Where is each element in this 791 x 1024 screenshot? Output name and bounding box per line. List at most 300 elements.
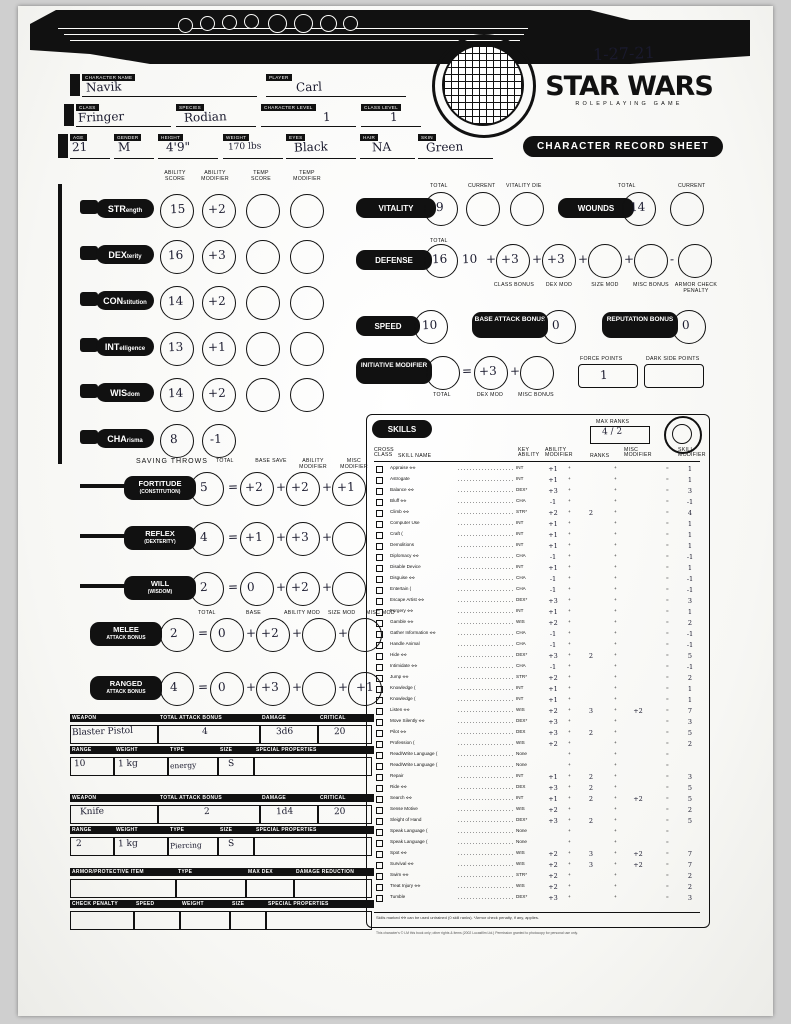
skill-name: Astrogate (390, 476, 410, 481)
temp-score-circle-int[interactable] (246, 332, 280, 366)
skills-header-ability-modifier: ABILITY MODIFIER (545, 447, 573, 458)
ability-modifier-dex: +3 (207, 247, 226, 263)
defense-dex-mod-label: DEX MOD (545, 282, 573, 288)
skill-plus-sign: + (568, 795, 571, 800)
skill-total-modifier: 7 (687, 861, 693, 869)
armor-weight-cell[interactable] (180, 911, 230, 930)
armor-header-name: ARMOR/PROTECTIVE ITEM (70, 868, 178, 876)
skill-plus-sign: + (614, 685, 617, 690)
skill-leader-dots (458, 843, 514, 844)
skill-leader-dots (458, 667, 514, 668)
field-underline (176, 126, 256, 127)
weapon2-header-critical: CRITICAL (318, 794, 374, 802)
skill-equals-sign: = (666, 828, 669, 833)
plus-sign: + (291, 679, 303, 695)
weapon1-crit: 20 (333, 726, 346, 738)
skill-plus-sign: + (614, 751, 617, 756)
skill-key-ability: INT (516, 520, 524, 525)
vitality-current-circle[interactable] (466, 192, 500, 226)
skill-ability-modifier: +3 (548, 718, 558, 726)
ability-name-con: CONstitution (103, 296, 147, 306)
skill-key-ability: DEX* (516, 487, 528, 492)
weapon1-atk-cell[interactable] (158, 725, 260, 744)
skill-cross-class-checkbox[interactable] (376, 774, 383, 781)
skill-cross-class-checkbox[interactable] (376, 741, 383, 748)
ability-label-con (96, 291, 154, 310)
weapon2-special-cell[interactable] (254, 837, 372, 856)
skill-leader-dots (458, 689, 514, 690)
skill-leader-dots (458, 744, 514, 745)
temp-score-circle-str[interactable] (246, 194, 280, 228)
temp-modifier-circle-wis[interactable] (290, 378, 324, 412)
skill-equals-sign: = (666, 619, 669, 624)
skill-cross-class-checkbox[interactable] (376, 719, 383, 726)
skill-cross-class-checkbox[interactable] (376, 653, 383, 660)
skill-cross-class-checkbox[interactable] (376, 532, 383, 539)
skill-key-ability: DEX (516, 729, 526, 734)
dark-side-points-box[interactable] (644, 364, 704, 388)
skill-ability-modifier: -1 (549, 586, 557, 594)
temp-modifier-circle-str[interactable] (290, 194, 324, 228)
skill-key-ability: CHA (516, 498, 526, 503)
equals-sign: = (227, 579, 239, 595)
skill-plus-sign: + (614, 894, 617, 899)
skill-ability-modifier: +2 (548, 674, 558, 682)
skill-cross-class-checkbox[interactable] (376, 862, 383, 869)
skill-cross-class-checkbox[interactable] (376, 466, 383, 473)
skill-equals-sign: = (666, 872, 669, 877)
equals-sign: = (227, 479, 239, 495)
skill-cross-class-checkbox[interactable] (376, 675, 383, 682)
skill-ability-modifier: +2 (548, 861, 558, 869)
reflex-misc-circle[interactable] (332, 522, 366, 556)
skill-total-modifier: 2 (687, 883, 693, 891)
temp-modifier-circle-dex[interactable] (290, 240, 324, 274)
skill-ranks: 3 (588, 861, 594, 869)
saving-misc-header: MISC MODIFIER (340, 458, 368, 470)
skill-leader-dots (458, 865, 514, 866)
wounds-current-circle[interactable] (670, 192, 704, 226)
field-underline (82, 96, 257, 97)
armor-special-cell[interactable] (266, 911, 372, 930)
skill-ability-modifier: -1 (549, 641, 557, 649)
skill-cross-class-checkbox[interactable] (376, 895, 383, 902)
skill-total-modifier: 5 (687, 784, 693, 792)
skill-plus-sign: + (614, 784, 617, 789)
armor-maxdex-cell[interactable] (246, 879, 294, 898)
temp-score-circle-wis[interactable] (246, 378, 280, 412)
ability-modifier-cha: -1 (209, 431, 222, 447)
skill-cross-class-checkbox[interactable] (376, 642, 383, 649)
plus-sign: + (245, 625, 257, 641)
skill-plus-sign: + (568, 718, 571, 723)
skill-cross-class-checkbox[interactable] (376, 807, 383, 814)
skill-plus-sign: + (568, 861, 571, 866)
skill-equals-sign: = (666, 894, 669, 899)
ability-score-wis: 14 (167, 385, 184, 401)
value-class-level: 1 (389, 109, 398, 125)
skill-plus-sign: + (614, 663, 617, 668)
skill-leader-dots (458, 821, 514, 822)
skill-equals-sign: = (666, 520, 669, 525)
skill-plus-sign: + (614, 498, 617, 503)
skill-cross-class-checkbox[interactable] (376, 818, 383, 825)
melee-total: 2 (169, 625, 178, 641)
skill-plus-sign: + (614, 487, 617, 492)
weapon2-atk: 2 (203, 806, 210, 818)
initiative-misc-circle[interactable] (520, 356, 554, 390)
skill-cross-class-checkbox[interactable] (376, 785, 383, 792)
value-species: Rodian (183, 109, 227, 125)
defense-armor-check-circle[interactable] (678, 244, 712, 278)
plus-sign: + (275, 479, 287, 495)
ability-modifier-header: ABILITY MODIFIER (201, 170, 229, 182)
skill-total-modifier: 1 (687, 685, 693, 693)
defense-misc-bonus-label: MISC BONUS (633, 282, 669, 288)
fortitude-label: FORTITUDE (138, 479, 182, 488)
weapon2-header-special: SPECIAL PROPERTIES (254, 826, 374, 834)
saving-base-header: BASE SAVE (255, 458, 287, 464)
skill-total-modifier: 7 (687, 707, 693, 715)
armor-dr-cell[interactable] (294, 879, 372, 898)
skill-key-ability: INT (516, 795, 524, 800)
weapon1-size-cell[interactable] (218, 757, 254, 776)
speed-label: SPEED (374, 322, 402, 331)
weapon2-damage: 1d4 (275, 806, 294, 818)
skill-plus-sign: + (614, 729, 617, 734)
skill-plus-sign: + (614, 542, 617, 547)
vitality-die-header: VITALITY DIE (506, 183, 542, 189)
plus-sign: + (623, 251, 635, 267)
skill-cross-class-checkbox[interactable] (376, 708, 383, 715)
skill-ability-modifier: +1 (548, 696, 558, 704)
skill-plus-sign: + (568, 597, 571, 602)
field-label-player: PLAYER (266, 74, 292, 81)
weapon1-damage: 3d6 (275, 726, 294, 738)
skill-key-ability: INT (516, 531, 524, 536)
skill-cross-class-checkbox[interactable] (376, 730, 383, 737)
initiative-total-circle[interactable] (426, 356, 460, 390)
skill-equals-sign: = (666, 586, 669, 591)
ability-name-int: INTelligence (104, 342, 146, 352)
skill-plus-sign: + (568, 509, 571, 514)
skill-ability-modifier: +2 (548, 707, 558, 715)
melee-base-circle[interactable] (210, 618, 244, 652)
armor-name-cell[interactable] (70, 879, 176, 898)
skill-misc-modifier: +2 (633, 850, 643, 858)
weapon1-header-damage: DAMAGE (260, 714, 320, 722)
defense-size-mod-circle[interactable] (588, 244, 622, 278)
skill-ability-modifier: +3 (548, 597, 558, 605)
skill-cross-class-checkbox[interactable] (376, 686, 383, 693)
armor-type-cell[interactable] (176, 879, 246, 898)
skill-name: Read/Write Language ( (390, 751, 438, 756)
skill-cross-class-checkbox[interactable] (376, 763, 383, 770)
skill-total-modifier: 5 (687, 729, 693, 737)
defense-armor-check-label: ARMOR CHECK PENALTY (674, 282, 718, 294)
skill-plus-sign: + (614, 795, 617, 800)
ability-label-str (96, 199, 154, 218)
skill-cross-class-checkbox[interactable] (376, 565, 383, 572)
ranged-base-circle[interactable] (210, 672, 244, 706)
reputation-label: REPUTATION BONUS (606, 316, 674, 323)
skill-total-modifier: 1 (687, 542, 693, 550)
will-ability: +2 (290, 579, 309, 595)
skills-header-cross-class: CROSS CLASS (374, 447, 394, 458)
skill-name: Jump ⟡⟡ (390, 674, 409, 679)
skill-cross-class-checkbox[interactable] (376, 499, 383, 506)
melee-size-circle[interactable] (302, 618, 336, 652)
ability-score-cha: 8 (169, 431, 178, 447)
skill-cross-class-checkbox[interactable] (376, 510, 383, 517)
skill-key-ability: None (516, 762, 527, 767)
defense-misc-bonus-circle[interactable] (634, 244, 668, 278)
defense-total: 16 (431, 251, 448, 267)
ability-score-header: ABILITY SCORE (164, 170, 186, 182)
plus-sign: + (321, 529, 333, 545)
field-underline (418, 158, 493, 159)
wounds-total-header: TOTAL (618, 183, 636, 189)
max-ranks-label: MAX RANKS (596, 419, 630, 425)
skill-plus-sign: + (568, 685, 571, 690)
skill-leader-dots (458, 645, 514, 646)
skill-cross-class-checkbox[interactable] (376, 752, 383, 759)
ranged-misc: +1 (355, 679, 374, 695)
skill-ranks: 3 (588, 850, 594, 858)
max-ranks-value: 4 / 2 (601, 426, 623, 438)
value-eyes: Black (293, 139, 329, 155)
skill-plus-sign: + (568, 652, 571, 657)
skill-cross-class-checkbox[interactable] (376, 488, 383, 495)
skill-plus-sign: + (614, 839, 617, 844)
ability-label-wis (96, 383, 154, 402)
temp-modifier-circle-con[interactable] (290, 286, 324, 320)
skill-plus-sign: + (568, 806, 571, 811)
skill-misc-modifier: +2 (633, 795, 643, 803)
skill-total-modifier: -1 (686, 498, 694, 506)
skill-equals-sign: = (666, 630, 669, 635)
skill-cross-class-checkbox[interactable] (376, 829, 383, 836)
skill-plus-sign: + (568, 751, 571, 756)
armor-header-weight: WEIGHT (180, 900, 232, 908)
equals-sign: = (461, 363, 473, 379)
equals-sign: = (227, 529, 239, 545)
will-misc-circle[interactable] (332, 572, 366, 606)
weapon1-type: energy (169, 760, 197, 771)
skill-equals-sign: = (666, 795, 669, 800)
armor-speed-cell[interactable] (134, 911, 180, 930)
value-player: Carl (295, 79, 323, 95)
field-label-weight: WEIGHT (223, 134, 249, 141)
armor-checkpenalty-cell[interactable] (70, 911, 134, 930)
skill-ranks: 2 (588, 795, 594, 803)
skill-equals-sign: = (666, 740, 669, 745)
skills-header-skill-name: SKILL NAME (398, 453, 432, 459)
skill-key-ability: WIS (516, 619, 525, 624)
save-row-tab (80, 484, 126, 488)
skill-ability-modifier: +2 (548, 872, 558, 880)
skill-plus-sign: + (568, 630, 571, 635)
weapon2-size-cell[interactable] (218, 837, 254, 856)
weapon2-header-name: WEAPON (70, 794, 160, 802)
skill-plus-sign: + (568, 487, 571, 492)
skill-name: Craft ( (390, 531, 403, 536)
reflex-attribute: (DEXTERITY) (144, 539, 176, 545)
skill-key-ability: DEX (516, 784, 526, 789)
skill-ranks: 2 (588, 729, 594, 737)
skill-equals-sign: = (666, 498, 669, 503)
will-base-circle[interactable] (240, 572, 274, 606)
skill-cross-class-checkbox[interactable] (376, 697, 383, 704)
skill-leader-dots (458, 887, 514, 888)
reflex-base: +1 (244, 529, 263, 545)
attack-size-header: SIZE MOD (328, 610, 356, 616)
skill-cross-class-checkbox[interactable] (376, 598, 383, 605)
field-underline (76, 126, 171, 127)
skill-leader-dots (458, 579, 514, 580)
defense-class-bonus-label: CLASS BONUS (493, 282, 535, 288)
skill-cross-class-checkbox[interactable] (376, 477, 383, 484)
armor-size-cell[interactable] (230, 911, 266, 930)
weapon1-special-cell[interactable] (254, 757, 372, 776)
vitality-die-circle[interactable] (510, 192, 544, 226)
weapon1-size: S (227, 758, 235, 770)
speed-value: 10 (421, 317, 438, 333)
skill-total-modifier: 5 (687, 652, 693, 660)
skill-ability-modifier: +1 (548, 608, 558, 616)
skill-ability-modifier: +1 (548, 564, 558, 572)
skill-name: Listen ⟡⟡ (390, 707, 410, 712)
force-points-label: FORCE POINTS (580, 356, 623, 362)
weapon2-type: Piercing (169, 840, 202, 851)
skill-cross-class-checkbox[interactable] (376, 796, 383, 803)
skill-plus-sign: + (568, 828, 571, 833)
field-label-age: AGE (70, 134, 87, 141)
skill-total-modifier: 3 (687, 773, 693, 781)
banner-dot (320, 15, 337, 32)
saving-ability-header: ABILITY MODIFIER (299, 458, 327, 470)
skill-plus-sign: + (614, 740, 617, 745)
melee-sublabel: ATTACK BONUS (106, 635, 146, 641)
skill-leader-dots (458, 502, 514, 503)
skill-leader-dots (458, 623, 514, 624)
skill-total-modifier: 1 (687, 531, 693, 539)
skill-ability-modifier: -1 (549, 630, 557, 638)
skill-leader-dots (458, 656, 514, 657)
banner-dot (178, 18, 193, 33)
skill-equals-sign: = (666, 674, 669, 679)
ranged-total: 4 (169, 679, 178, 695)
skill-key-ability: CHA (516, 586, 526, 591)
skill-ability-modifier: +2 (548, 740, 558, 748)
skill-equals-sign: = (666, 597, 669, 602)
skill-name: Escape Artist ⟡⟡ (390, 597, 425, 602)
ranged-size-circle[interactable] (302, 672, 336, 706)
skill-cross-class-checkbox[interactable] (376, 620, 383, 627)
skill-cross-class-checkbox[interactable] (376, 884, 383, 891)
skill-cross-class-checkbox[interactable] (376, 631, 383, 638)
skill-plus-sign: + (568, 817, 571, 822)
skill-plus-sign: + (568, 465, 571, 470)
defense-dex-mod: +3 (546, 251, 565, 267)
banner-dot (200, 16, 215, 31)
skill-leader-dots (458, 535, 514, 536)
skill-equals-sign: = (666, 608, 669, 613)
temp-score-circle-dex[interactable] (246, 240, 280, 274)
skill-ability-modifier: -1 (549, 553, 557, 561)
skill-cross-class-checkbox[interactable] (376, 609, 383, 616)
skill-name: Read/Write Language ( (390, 762, 438, 767)
skill-cross-class-checkbox[interactable] (376, 873, 383, 880)
skill-name: Move Silently ⟡⟡ (390, 718, 425, 723)
skill-plus-sign: + (568, 883, 571, 888)
skill-plus-sign: + (614, 817, 617, 822)
skill-name: Spot ⟡⟡ (390, 850, 407, 855)
skill-ability-modifier: +3 (548, 894, 558, 902)
skill-total-modifier: 1 (687, 465, 693, 473)
weapon1-range: 10 (73, 758, 86, 770)
weapon1-header-type: TYPE (168, 746, 220, 754)
header-bar (64, 104, 74, 126)
equals-sign: = (197, 625, 209, 641)
force-points-box[interactable] (578, 364, 638, 388)
skill-total-modifier: 3 (687, 487, 693, 495)
skill-plus-sign: + (568, 729, 571, 734)
skill-cross-class-checkbox[interactable] (376, 521, 383, 528)
skill-leader-dots (458, 634, 514, 635)
skill-cross-class-checkbox[interactable] (376, 576, 383, 583)
skill-name: Survival ⟡⟡ (390, 861, 414, 866)
skill-ability-modifier: +3 (548, 817, 558, 825)
skill-equals-sign: = (666, 685, 669, 690)
skill-ranks: 2 (588, 817, 594, 825)
skill-plus-sign: + (568, 674, 571, 679)
skill-key-ability: DEX* (516, 652, 528, 657)
reflex-ability: +3 (290, 529, 309, 545)
skill-cross-class-checkbox[interactable] (376, 664, 383, 671)
skill-name: Repair (390, 773, 404, 778)
skill-name: Ride ⟡⟡ (390, 784, 407, 789)
skill-cross-class-checkbox[interactable] (376, 851, 383, 858)
skill-ability-modifier: +3 (548, 652, 558, 660)
field-label-class: CLASS (76, 104, 99, 111)
skills-header-ranks: RANKS (590, 453, 610, 459)
temp-modifier-circle-int[interactable] (290, 332, 324, 366)
skill-cross-class-checkbox[interactable] (376, 587, 383, 594)
ability-name-wis: WISdom (110, 388, 140, 398)
skill-plus-sign: + (614, 883, 617, 888)
skill-cross-class-checkbox[interactable] (376, 554, 383, 561)
skill-plus-sign: + (568, 553, 571, 558)
skill-total-modifier: 1 (687, 696, 693, 704)
skill-plus-sign: + (614, 850, 617, 855)
skill-name: Hide ⟡⟡ (390, 652, 407, 657)
skill-plus-sign: + (614, 707, 617, 712)
temp-score-circle-con[interactable] (246, 286, 280, 320)
ability-name-cha: CHArisma (107, 434, 143, 444)
skill-plus-sign: + (614, 564, 617, 569)
skill-plus-sign: + (614, 652, 617, 657)
death-star-icon (442, 44, 524, 126)
ability-label-cha (96, 429, 154, 448)
skill-ranks: 3 (588, 707, 594, 715)
skill-cross-class-checkbox[interactable] (376, 543, 383, 550)
value-gender: M (117, 139, 131, 155)
skill-plus-sign: + (614, 630, 617, 635)
skill-leader-dots (458, 854, 514, 855)
skill-cross-class-checkbox[interactable] (376, 840, 383, 847)
skill-plus-sign: + (568, 773, 571, 778)
